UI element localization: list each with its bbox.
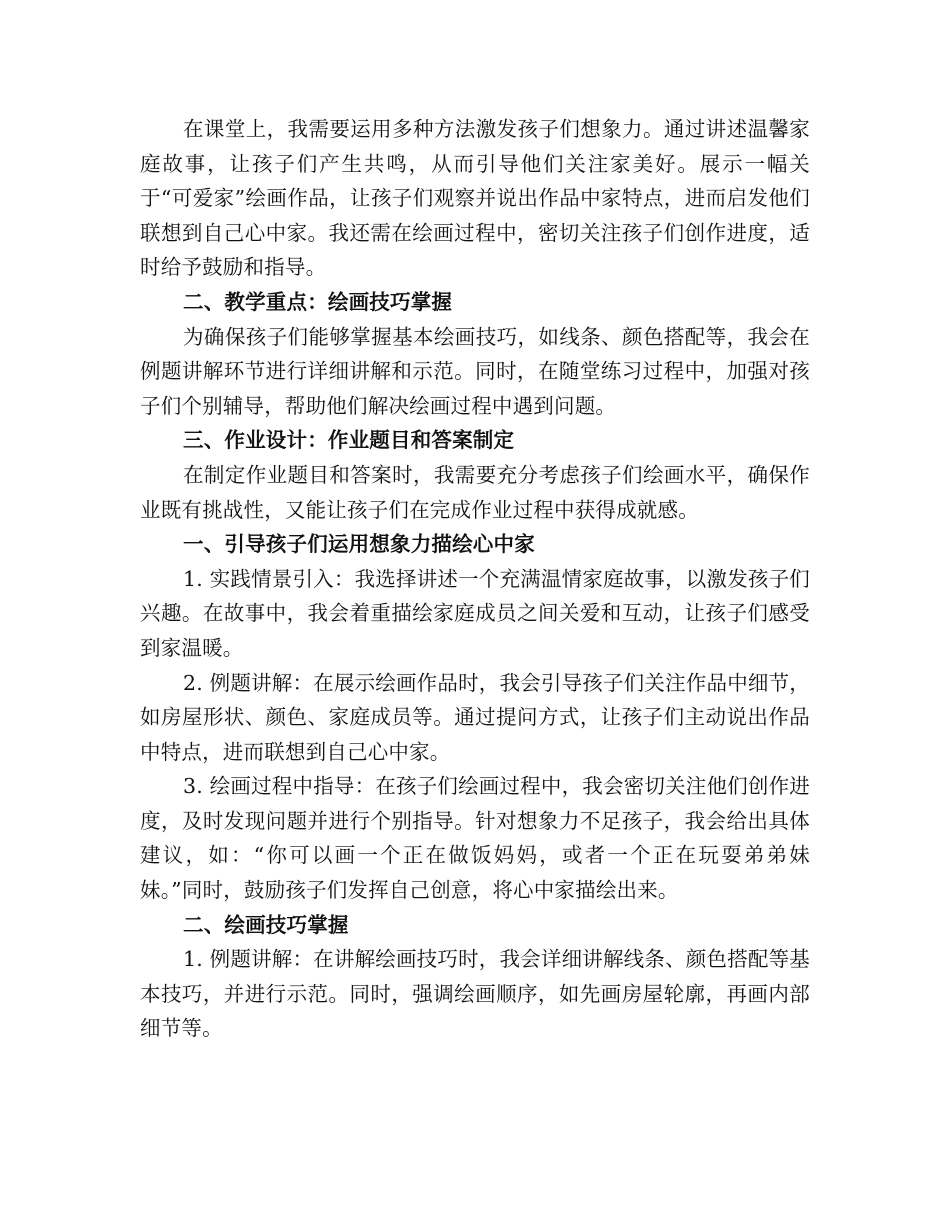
paragraph-scenario-intro: 1. 实践情景引入：我选择讲述一个充满温情家庭故事，以激发孩子们兴趣。在故事中，我会着重描绘家庭成员之间关爱和互动，让孩子们感受到家温暖。	[140, 566, 810, 660]
paragraph-drawing-guidance: 3. 绘画过程中指导：在孩子们绘画过程中，我会密切关注他们创作进度，及时发现问题并进行个别指导。针对想象力不足孩子，我会给出具体建议，如：“你可以画一个正在做饭妈妈，或者一个正在玩耍弟弟妹妹。”同时，鼓励孩子们发挥自己创意，将心中家描绘出来。	[140, 774, 810, 903]
paragraph-homework-design: 在制定作业题目和答案时，我需要充分考虑孩子们绘画水平，确保作业既有挑战性，又能让孩子们在完成作业过程中获得成就感。	[140, 462, 810, 522]
paragraph-skills-explanation: 1. 例题讲解：在讲解绘画技巧时，我会详细讲解线条、颜色搭配等基本技巧，并进行示范。同时，强调绘画顺序，如先画房屋轮廓，再画内部细节等。	[140, 947, 810, 1041]
heading-imagination: 一、引导孩子们运用想象力描绘心中家	[183, 532, 535, 557]
heading-drawing-skills: 二、绘画技巧掌握	[183, 912, 349, 937]
heading-homework-design: 三、作业设计：作业题目和答案制定	[183, 428, 515, 453]
heading-teaching-focus: 二、教学重点：绘画技巧掌握	[183, 289, 453, 314]
paragraph-example-explanation: 2. 例题讲解：在展示绘画作品时，我会引导孩子们关注作品中细节，如房屋形状、颜色、家庭成员等。通过提问方式，让孩子们主动说出作品中特点，进而联想到自己心中家。	[140, 670, 810, 764]
paragraph-intro: 在课堂上，我需要运用多种方法激发孩子们想象力。通过讲述温馨家庭故事，让孩子们产生共鸣，从而引导他们关注家美好。展示一幅关于“可爱家”绘画作品，让孩子们观察并说出作品中家特点，进而启发他们联想到自己心中家。我还需在绘画过程中，密切关注孩子们创作进度，适时给予鼓励和指导。	[140, 117, 810, 280]
paragraph-teaching-focus: 为确保孩子们能够掌握基本绘画技巧，如线条、颜色搭配等，我会在例题讲解环节进行详细讲解和示范。同时，在随堂练习过程中，加强对孩子们个别辅导，帮助他们解决绘画过程中遇到问题。	[140, 324, 810, 418]
